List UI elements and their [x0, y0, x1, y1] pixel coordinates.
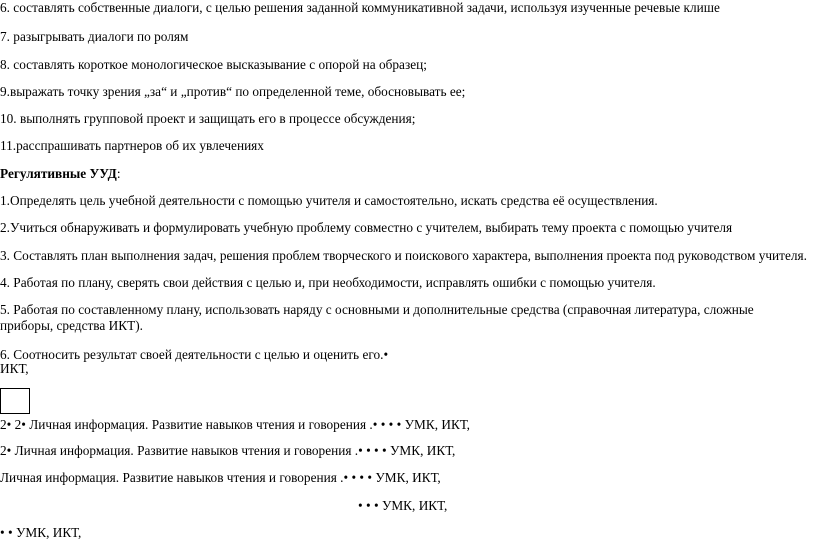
heading-text: Регулятивные УУД: [0, 166, 117, 181]
reg-item-1: 1.Определять цель учебной деятельности с помощью учителя и самостоятельно, искать средства её осуществления.: [0, 193, 658, 208]
reg-item-6: 6. Соотносить результат своей деятельности с целью и оценить его.•: [0, 347, 389, 362]
line-11-hobbies: 11.расспрашивать партнеров об их увлечениях: [0, 138, 264, 153]
fragment-line-2: 2• Личная информация. Развитие навыков чтения и говорения .• • • • УМК, ИКТ,: [0, 443, 456, 458]
section-heading: [0, 166, 121, 182]
fragment-line-1: 2• 2• Личная информация. Развитие навыков чтения и говорения .• • • • УМК, ИКТ,: [0, 417, 470, 432]
reg-item-3: 3. Составлять план выполнения задач, решения проблем творческого и поискового характера, выполнения проекта под руководством учителя.: [0, 248, 807, 263]
fragment-line-3: Личная информация. Развитие навыков чтения и говорения .• • • • УМК, ИКТ,: [0, 470, 441, 485]
ikt-label: ИКТ,: [0, 361, 29, 376]
empty-box: [0, 388, 30, 414]
reg-item-4: 4. Работая по плану, сверять свои действия с целью и, при необходимости, исправлять ошибки с помощью учителя.: [0, 275, 656, 290]
line-9-viewpoint: 9.выражать точку зрения „за“ и „против“ по определенной теме, обосновывать ее;: [0, 84, 466, 99]
line-10-project: 10. выполнять групповой проект и защищать его в процессе обсуждения;: [0, 111, 416, 126]
line-7-roleplay: 7. разыгрывать диалоги по ролям: [0, 29, 189, 44]
reg-item-5: 5. Работая по составленному плану, использовать наряду с основными и дополнительные средства (справочная литература, сложные приборы, средства ИКТ).: [0, 302, 754, 333]
line-6-dialogues: 6. составлять собственные диалоги, с целью решения заданной коммуникативной задачи, используя изученные речевые клише: [0, 0, 720, 15]
fragment-line-4: • • • УМК, ИКТ,: [358, 498, 448, 513]
fragment-line-5: • • УМК, ИКТ,: [0, 525, 82, 540]
line-8-monologue: 8. составлять короткое монологическое высказывание с опорой на образец;: [0, 57, 427, 72]
heading-colon: :: [116, 166, 121, 181]
reg-item-2: 2.Учиться обнаруживать и формулировать учебную проблему совместно с учителем, выбирать тему проекта с помощью учителя: [0, 220, 733, 235]
